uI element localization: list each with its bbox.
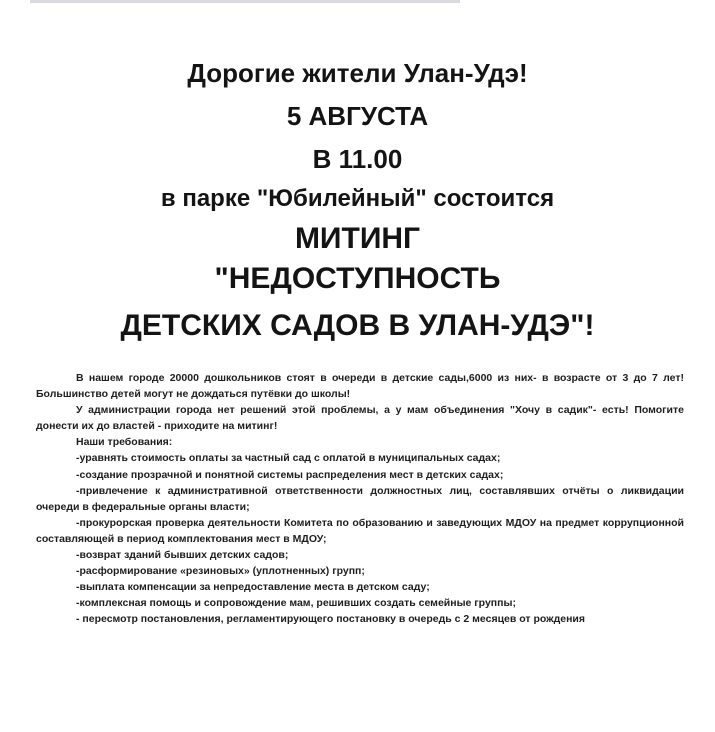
announcement-body xyxy=(36,370,684,628)
requirement-item: -комплексная помощь и сопровождение мам, решивших создать семейные группы; xyxy=(76,597,516,610)
intro-paragraph: В нашем городе 20000 дошкольников стоят в очереди в детские сады,6000 из них- в возрасте от 3 до 7 лет! Большинство детей могут не дождаться путёвки до школы! xyxy=(36,372,684,401)
appeal-paragraph: У администрации города нет решений этой проблемы, а у мам объединения "Хочу в садик"- есть! Помогите донести их до властей - приходите на митинг! xyxy=(36,404,684,433)
requirement-item: -выплата компенсации за непредоставление места в детском саду; xyxy=(76,581,430,594)
greeting-heading: Дорогие жители Улан-Удэ! xyxy=(187,58,528,88)
place-heading: в парке "Юбилейный" состоится xyxy=(160,185,555,212)
requirement-item: -создание прозрачной и понятной системы распределения мест в детских садах; xyxy=(76,468,504,481)
event-heading: МИТИНГ xyxy=(294,222,421,255)
topic-heading-line2: ДЕТСКИХ САДОВ В УЛАН-УДЭ"! xyxy=(120,309,595,342)
requirement-item: - пересмотр постановления, регламентирующего постановку в очередь с 2 месяцев от рождения xyxy=(76,613,586,626)
requirement-item: -возврат зданий бывших детских садов; xyxy=(76,549,289,562)
requirement-item: -уравнять стоимость оплаты за частный сад с оплатой в муниципальных садах; xyxy=(76,452,501,465)
requirements-title: Наши требования: xyxy=(76,436,173,449)
time-heading: В 11.00 xyxy=(312,144,403,174)
requirement-item: -прокурорская проверка деятельности Комитета по образованию и заведующих МДОУ на предмет коррупционной составляющей в период комплектования мест в МДОУ; xyxy=(36,516,684,545)
top-edge-strip xyxy=(30,0,460,3)
date-heading: 5 АВГУСТА xyxy=(286,101,429,131)
requirement-item: -расформирование «резиновых» (уплотненных) групп; xyxy=(76,565,365,578)
requirement-item: -привлечение к административной ответственности должностных лиц, составлявших отчёты о ликвидации очереди в федеральные органы власти; xyxy=(36,484,684,513)
topic-heading-line1: "НЕДОСТУПНОСТЬ xyxy=(214,262,501,295)
